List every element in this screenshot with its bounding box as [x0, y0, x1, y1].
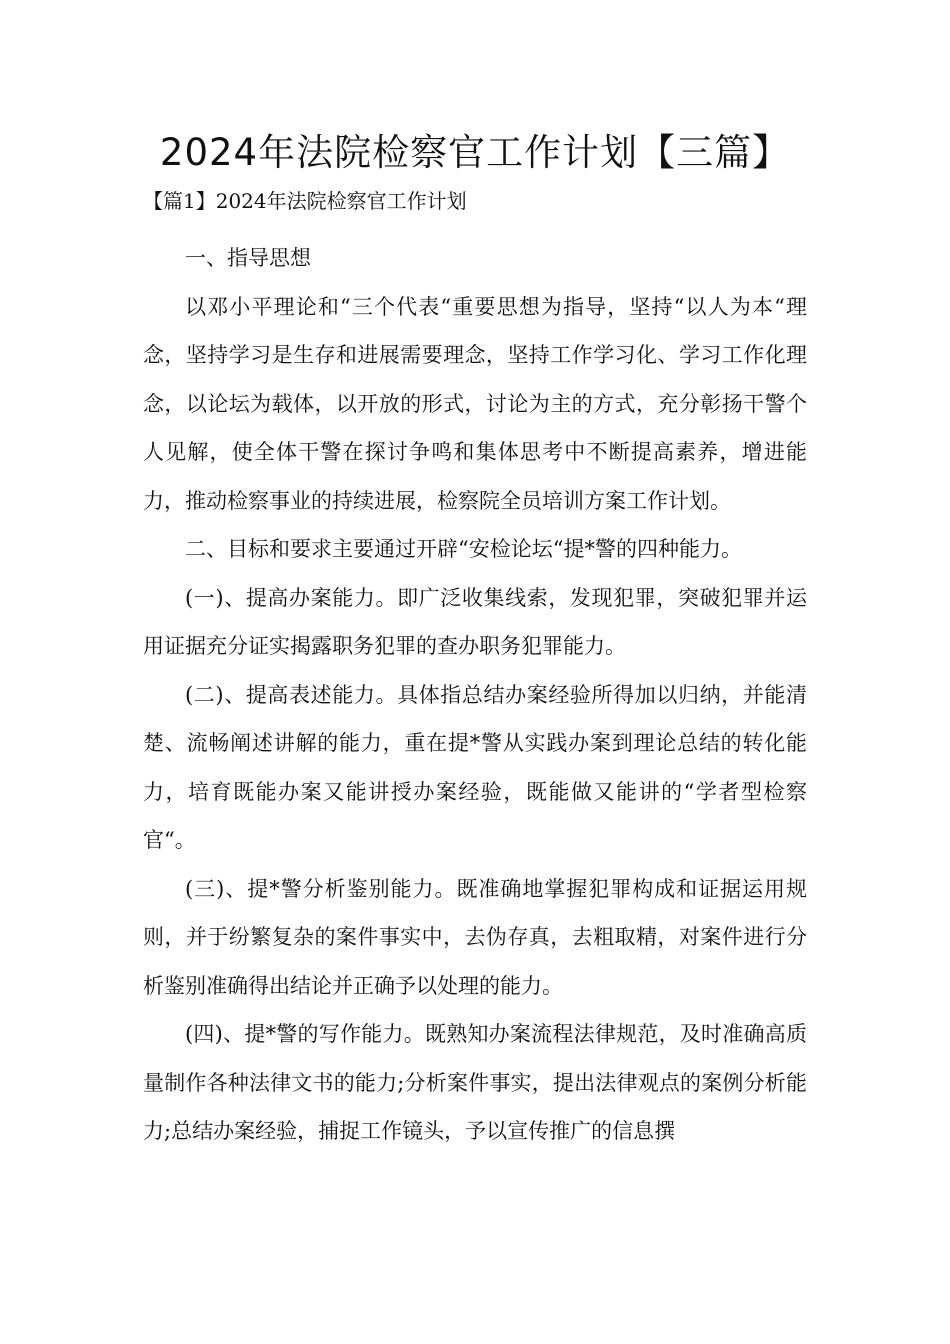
paragraph-analysis: (三)、提*警分析鉴别能力。既准确地掌握犯罪构成和证据运用规则，并于纷繁复杂的案件事实中，去伪存真，去粗取精，对案件进行分析鉴别准确得出结论并正确予以处理的能力。	[143, 876, 807, 998]
paragraph-guiding-ideology: 一、指导思想	[185, 246, 311, 270]
paragraph-writing: (四)、提*警的写作能力。既熟知办案流程法律规范，及时准确高质量制作各种法律文书的能力;分析案件事实，提出法律观点的案例分析能力;总结办案经验，捕捉工作镜头，予以宣传推广的信息撰	[143, 1022, 807, 1143]
paragraph-expression: (二)、提高表述能力。具体指总结办案经验所得加以归纳，并能清楚、流畅阐述讲解的能力，重在提*警从实践办案到理论总结的转化能力，培育既能办案又能讲授办案经验，既能做又能讲的“学者型检察官“。	[143, 682, 807, 852]
document-body	[143, 234, 807, 1156]
paragraph-goals: 二、目标和要求主要通过开辟“安检论坛“提*警的四种能力。	[185, 537, 742, 561]
document-title: 2024年法院检察官工作计划【三篇】	[159, 131, 791, 174]
paragraph-guiding-ideology-text: 以邓小平理论和“三个代表“重要思想为指导，坚持“以人为本“理念，坚持学习是生存和进展需要理念，坚持工作学习化、学习工作化理念，以论坛为载体，以开放的形式，讨论为主的方式，充分彰扬干警个人见解，使全体干警在探讨争鸣和集体思考中不断提高素养，增进能力，推动检察事业的持续进展，检察院全员培训方案工作计划。	[143, 294, 807, 513]
paragraph-case-handling: (一)、提高办案能力。即广泛收集线索，发现犯罪，突破犯罪并运用证据充分证实揭露职务犯罪的查办职务犯罪能力。	[143, 585, 807, 658]
section-heading: 【篇1】2024年法院检察官工作计划	[143, 189, 467, 213]
